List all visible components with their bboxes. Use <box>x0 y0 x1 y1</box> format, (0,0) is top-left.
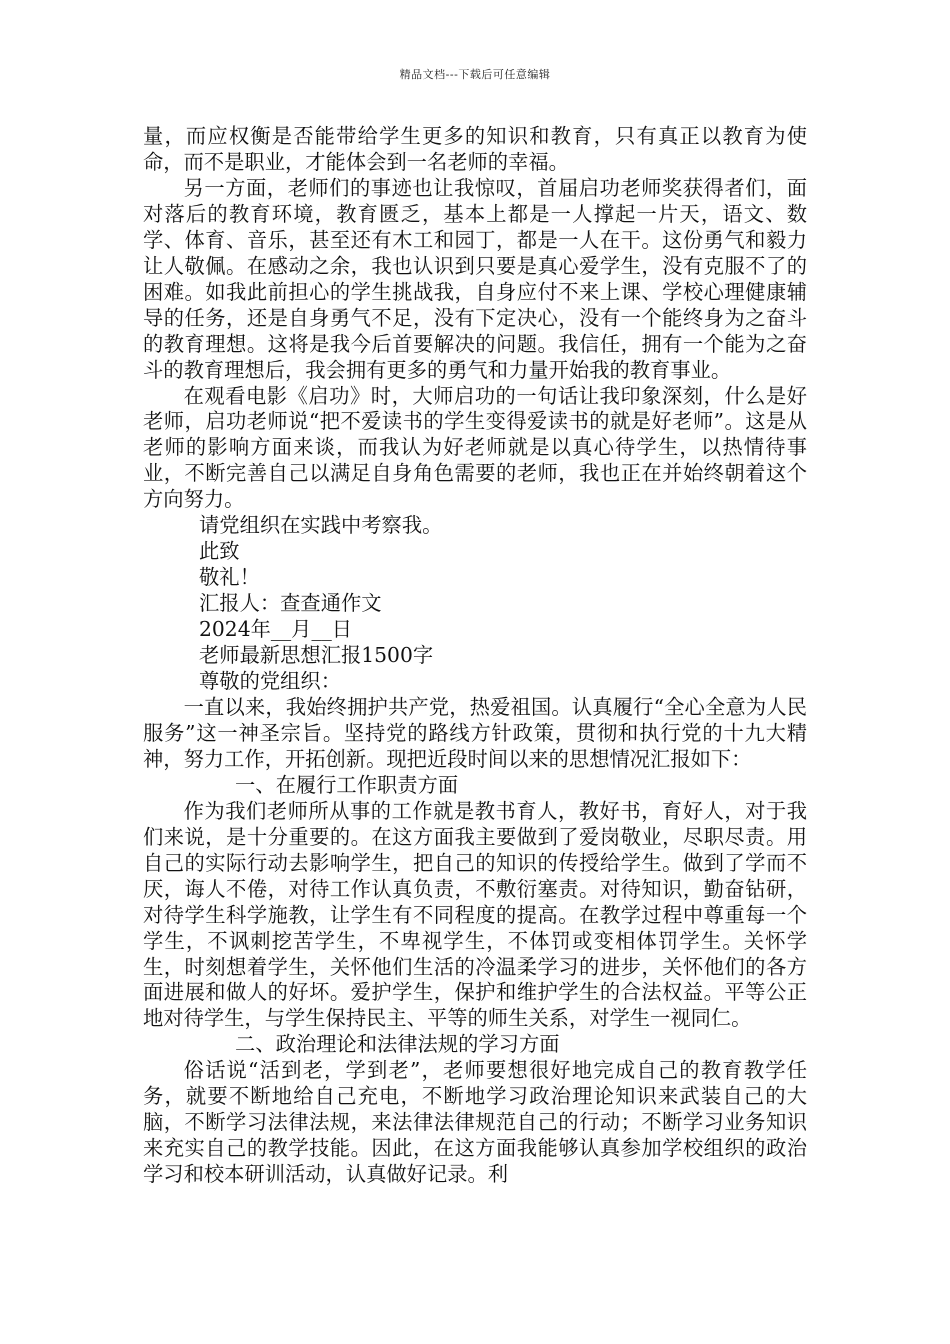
document-title: 老师最新思想汇报1500字 <box>199 643 434 668</box>
paragraph-intro: 一直以来，我始终拥护共产党，热爱祖国。认真履行“全心全意为人民服务”这一神圣宗旨。坚持党的路线方针政策，贯彻和执行党的十九大精神，努力工作，开拓创新。现把近段时间以来的思想情况汇报如下： <box>143 694 807 771</box>
paragraph-teacher-deeds: 另一方面，老师们的事迹也让我惊叹，首届启功老师奖获得者们，面对落后的教育环境，教育匮乏，基本上都是一人撑起一片天，语文、数学、体育、音乐，甚至还有木工和园丁，都是一人在干。这份勇气和毅力让人敬佩。在感动之余，我也认识到只要是真心爱学生，没有克服不了的困难。如我此前担心的学生挑战我，自身应付不来上课、学校心理健康辅导的任务，还是自身勇气不足，没有下定决心，没有一个能终身为之奋斗的教育理想。这将是我今后首要解决的问题。我信任，拥有一个能为之奋斗的教育理想后，我会拥有更多的勇气和力量开始我的教育事业。 <box>143 175 807 382</box>
document-body <box>143 124 807 1188</box>
page-header: 精品文档---下载后可任意编辑 <box>399 68 551 81</box>
date-line: 2024年__月__日 <box>199 617 353 642</box>
reporter-line: 汇报人：查查通作文 <box>199 591 382 616</box>
section-heading-study: 二、政治理论和法律法规的学习方面 <box>235 1032 560 1057</box>
salutation: 尊敬的党组织： <box>199 669 341 694</box>
paragraph-continuation: 量，而应权衡是否能带给学生更多的知识和教育，只有真正以教育为使命，而不是职业，才能体会到一名老师的幸福。 <box>143 124 807 174</box>
section-heading-duties: 一、在履行工作职责方面 <box>235 772 459 797</box>
closing-jingli: 敬礼！ <box>199 565 260 590</box>
paragraph-film-qigong: 在观看电影《启功》时，大师启功的一句话让我印象深刻，什么是好老师，启功老师说“把不爱读书的学生变得爱读书的就是好老师”。这是从老师的影响方面来谈，而我认为好老师就是以真心待学生，以热情待事业，不断完善自己以满足自身角色需要的老师，我也正在并始终朝着这个方向努力。 <box>143 383 807 512</box>
paragraph-duties: 作为我们老师所从事的工作就是教书育人，教好书，育好人，对于我们来说，是十分重要的。在这方面我主要做到了爱岗敬业，尽职尽责。用自己的实际行动去影响学生，把自己的知识的传授给学生。做到了学而不厌，诲人不倦，对待工作认真负责，不敷衍塞责。对待知识，勤奋钻研，对待学生科学施教，让学生有不同程度的提高。在教学过程中尊重每一个学生，不讽刺挖苦学生，不卑视学生，不体罚或变相体罚学生。关怀学生，时刻想着学生，关怀他们生活的冷温柔学习的进步，关怀他们的各方面进展和做人的好坏。爱护学生，保护和维护学生的合法权益。平等公正地对待学生，与学生保持民主、平等的师生关系，对学生一视同仁。 <box>143 798 807 1031</box>
paragraph-study: 俗话说“活到老，学到老”，老师要想很好地完成自己的教育教学任务，就要不断地给自己充电，不断地学习政治理论知识来武装自己的大脑，不断学习法律法规，来法律法律规范自己的行动；不断学习业务知识来充实自己的教学技能。因此，在这方面我能够认真参加学校组织的政治学习和校本研训活动，认真做好记录。利 <box>143 1058 807 1187</box>
closing-request: 请党组织在实践中考察我。 <box>199 513 443 538</box>
closing-cizhi: 此致 <box>199 539 240 564</box>
